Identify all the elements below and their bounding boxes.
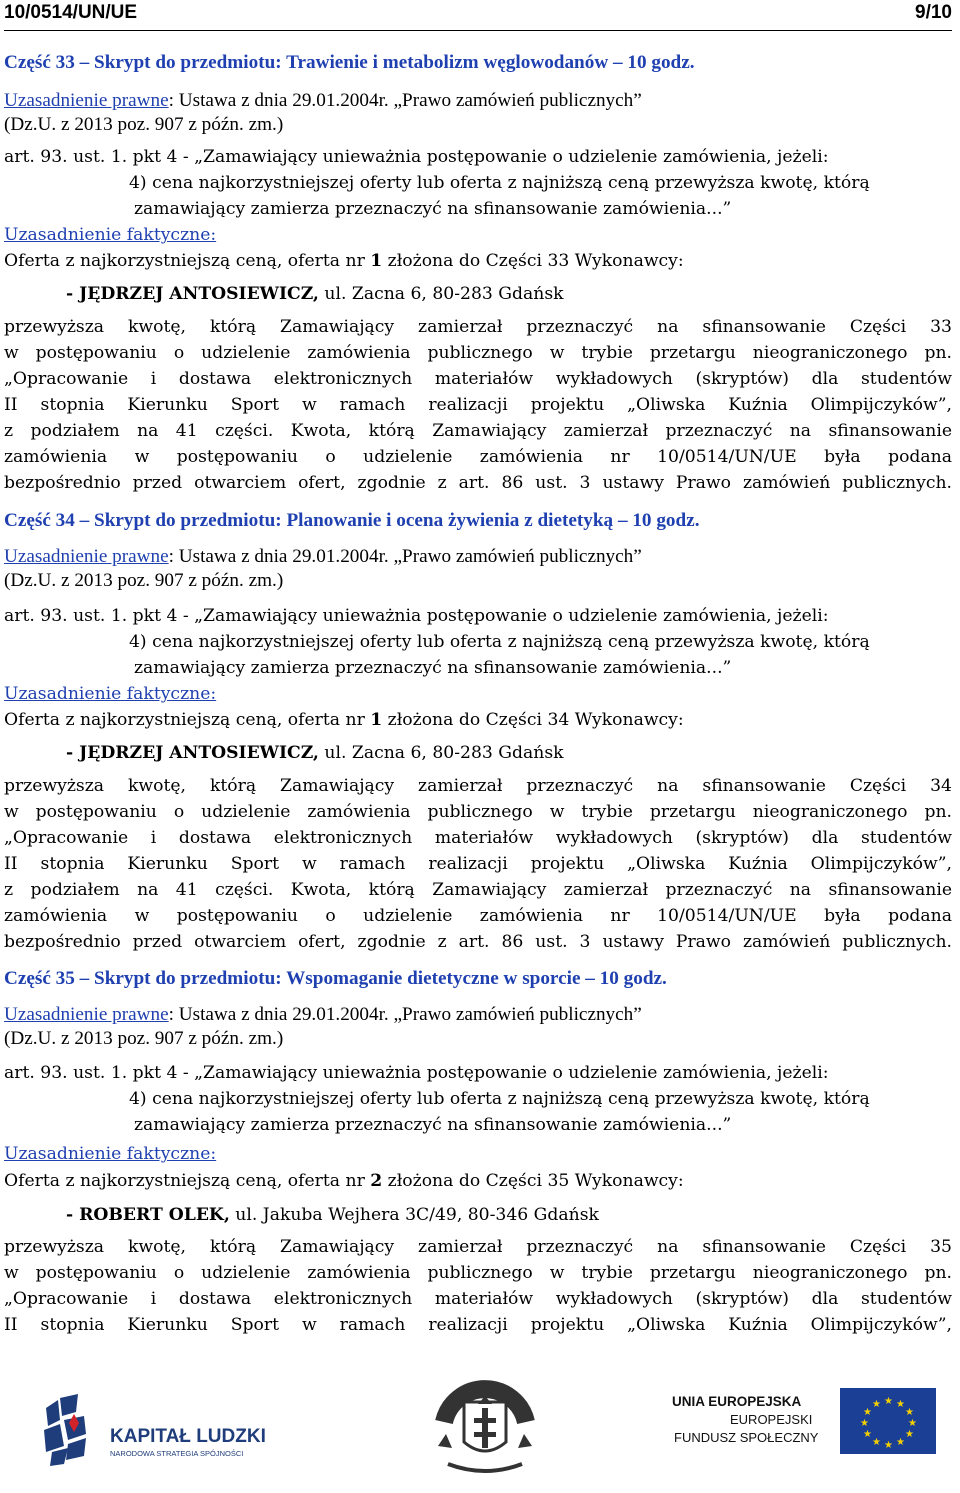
contractor-address: ul. Jakuba Wejhera 3C/49, 80-346 Gdańsk: [229, 1205, 599, 1225]
offer-line: [4, 709, 684, 732]
footer-logos: [0, 1360, 960, 1493]
svg-text:★: ★: [908, 1418, 917, 1429]
legal-basis: [4, 1003, 642, 1026]
kl-title: KAPITAŁ LUDZKI: [110, 1426, 266, 1447]
article-item-continued: zamawiający zamierza przeznaczyć na sfinansowanie zamówienia...”: [134, 199, 732, 219]
paragraph-line: II stopnia Kierunku Sport w ramach realizacji projektu „Oliwska Kuźnia Olimpijczyków”,: [4, 1315, 952, 1335]
contractor-address: ul. Zacna 6, 80-283 Gdańsk: [318, 743, 564, 763]
kl-subtitle: NARODOWA STRATEGIA SPÓJNOŚCI: [110, 1449, 244, 1458]
paragraph-line: zamówienia w postępowaniu o udzielenie zamówienia nr 10/0514/UN/UE była podana: [4, 906, 952, 926]
factual-basis-label: Uzasadnienie faktyczne:: [4, 225, 217, 245]
svg-text:★: ★: [863, 1429, 872, 1440]
legal-basis-citation: (Dz.U. z 2013 poz. 907 z późn. zm.): [4, 1028, 284, 1049]
svg-text:★: ★: [872, 1437, 881, 1448]
legal-basis-text: : Ustawa z dnia 29.01.2004r. „Prawo zamówień publicznych”: [168, 1004, 642, 1025]
offer-line: [4, 250, 684, 273]
eu-efs-logo: [672, 1372, 952, 1472]
eu-title: UNIA EUROPEJSKA: [672, 1394, 802, 1409]
awfis-seal-logo: [430, 1364, 540, 1484]
offer-number: 2: [370, 1171, 383, 1191]
paragraph-line: II stopnia Kierunku Sport w ramach realizacji projektu „Oliwska Kuźnia Olimpijczyków”,: [4, 854, 952, 874]
paragraph-line: II stopnia Kierunku Sport w ramach realizacji projektu „Oliwska Kuźnia Olimpijczyków”,: [4, 395, 952, 415]
article-item: 4) cena najkorzystniejszej oferty lub oferta z najniższą ceną przewyższa kwotę, którą: [129, 1089, 870, 1109]
svg-text:★: ★: [863, 1407, 872, 1418]
article-item: 4) cena najkorzystniejszej oferty lub oferta z najniższą ceną przewyższa kwotę, którą: [129, 632, 870, 652]
factual-basis-label: Uzasadnienie faktyczne:: [4, 1144, 217, 1164]
paragraph-line: „Opracowanie i dostawa elektronicznych materiałów wykładowych (skryptów) dla studentów: [4, 369, 952, 389]
paragraph-line: w postępowaniu o udzielenie zamówienia publicznego w trybie przetargu nieograniczonego pn.: [4, 802, 952, 822]
contractor: [66, 742, 564, 765]
offer-line: [4, 1170, 684, 1193]
contractor-dash: -: [66, 1205, 80, 1225]
contractor: [66, 1204, 599, 1227]
kapital-ludzki-emblem-icon: [44, 1394, 86, 1466]
contractor-name: JĘDRZEJ ANTOSIEWICZ,: [79, 743, 319, 763]
eu-line-3: FUNDUSZ SPOŁECZNY: [674, 1430, 819, 1445]
legal-basis-citation: (Dz.U. z 2013 poz. 907 z późn. zm.): [4, 114, 284, 135]
svg-text:★: ★: [896, 1437, 905, 1448]
offer-text: Oferta z najkorzystniejszą ceną, oferta nr: [4, 251, 371, 271]
paragraph-line: „Opracowanie i dostawa elektronicznych materiałów wykładowych (skryptów) dla studentów: [4, 1289, 952, 1309]
article-reference: art. 93. ust. 1. pkt 4 - „Zamawiający unieważnia postępowanie o udzielenie zamówienia, jeżeli:: [4, 1063, 829, 1083]
offer-text: Oferta z najkorzystniejszą ceną, oferta nr: [4, 1171, 371, 1191]
paragraph-line: przewyższa kwotę, którą Zamawiający zamierzał przeznaczyć na sfinansowanie Części 33: [4, 317, 952, 337]
offer-text-end: złożona do Części 35 Wykonawcy:: [382, 1171, 684, 1191]
article-item-continued: zamawiający zamierza przeznaczyć na sfinansowanie zamówienia...”: [134, 658, 732, 678]
svg-text:★: ★: [905, 1429, 914, 1440]
legal-basis: [4, 89, 642, 112]
paragraph-line: z podziałem na 41 części. Kwota, którą Zamawiający zamierzał przeznaczyć na sfinansowanie: [4, 421, 952, 441]
svg-text:★: ★: [884, 1396, 893, 1407]
eu-flag-icon: [840, 1388, 936, 1454]
paragraph-line: w postępowaniu o udzielenie zamówienia publicznego w trybie przetargu nieograniczonego pn.: [4, 343, 952, 363]
paragraph-line: przewyższa kwotę, którą Zamawiający zamierzał przeznaczyć na sfinansowanie Części 34: [4, 776, 952, 796]
legal-basis-label: Uzasadnienie prawne: [4, 90, 169, 111]
page-header: [4, 0, 952, 31]
document-number: 10/0514/UN/UE: [4, 2, 138, 23]
svg-text:★: ★: [884, 1440, 893, 1451]
paragraph-line: z podziałem na 41 części. Kwota, którą Zamawiający zamierzał przeznaczyć na sfinansowanie: [4, 880, 952, 900]
section-title: Część 35 – Skrypt do przedmiotu: Wspomaganie dietetyczne w sporcie – 10 godz.: [4, 968, 667, 989]
gdansk-coat-of-arms-icon: [464, 1396, 506, 1451]
section-title: Część 33 – Skrypt do przedmiotu: Trawienie i metabolizm węglowodanów – 10 godz.: [4, 52, 695, 73]
contractor-dash: -: [66, 743, 80, 763]
paragraph-line: przewyższa kwotę, którą Zamawiający zamierzał przeznaczyć na sfinansowanie Części 35: [4, 1237, 952, 1257]
svg-text:★: ★: [896, 1399, 905, 1410]
paragraph-line: zamówienia w postępowaniu o udzielenie zamówienia nr 10/0514/UN/UE była podana: [4, 447, 952, 467]
paragraph-line: bezpośrednio przed otwarciem ofert, zgodnie z art. 86 ust. 3 ustawy Prawo zamówień publicznych.: [4, 473, 952, 493]
article-reference: art. 93. ust. 1. pkt 4 - „Zamawiający unieważnia postępowanie o udzielenie zamówienia, jeżeli:: [4, 147, 829, 167]
offer-number: 1: [370, 710, 383, 730]
article-item-continued: zamawiający zamierza przeznaczyć na sfinansowanie zamówienia...”: [134, 1115, 732, 1135]
article-item: 4) cena najkorzystniejszej oferty lub oferta z najniższą ceną przewyższa kwotę, którą: [129, 173, 870, 193]
legal-basis-text: : Ustawa z dnia 29.01.2004r. „Prawo zamówień publicznych”: [168, 90, 642, 111]
legal-basis-text: : Ustawa z dnia 29.01.2004r. „Prawo zamówień publicznych”: [168, 546, 642, 567]
offer-text: Oferta z najkorzystniejszą ceną, oferta nr: [4, 710, 371, 730]
paragraph-line: w postępowaniu o udzielenie zamówienia publicznego w trybie przetargu nieograniczonego pn.: [4, 1263, 952, 1283]
article-reference: art. 93. ust. 1. pkt 4 - „Zamawiający unieważnia postępowanie o udzielenie zamówienia, jeżeli:: [4, 606, 829, 626]
contractor-name: JĘDRZEJ ANTOSIEWICZ,: [79, 284, 319, 304]
page-number: 9/10: [915, 2, 952, 23]
eu-line-2: EUROPEJSKI: [730, 1412, 813, 1427]
offer-text-end: złożona do Części 33 Wykonawcy:: [382, 251, 684, 271]
contractor-address: ul. Zacna 6, 80-283 Gdańsk: [318, 284, 564, 304]
offer-number: 1: [370, 251, 383, 271]
legal-basis-citation: (Dz.U. z 2013 poz. 907 z późn. zm.): [4, 570, 284, 591]
contractor-name: ROBERT OLEK,: [79, 1205, 230, 1225]
contractor: [66, 283, 564, 306]
contractor-dash: -: [66, 284, 80, 304]
svg-text:★: ★: [905, 1407, 914, 1418]
offer-text-end: złożona do Części 34 Wykonawcy:: [382, 710, 684, 730]
legal-basis-label: Uzasadnienie prawne: [4, 546, 169, 567]
paragraph-line: bezpośrednio przed otwarciem ofert, zgodnie z art. 86 ust. 3 ustawy Prawo zamówień publicznych.: [4, 932, 952, 952]
factual-basis-label: Uzasadnienie faktyczne:: [4, 684, 217, 704]
section-title: Część 34 – Skrypt do przedmiotu: Planowanie i ocena żywienia z dietetyką – 10 godz.: [4, 510, 700, 531]
legal-basis: [4, 545, 642, 568]
kapital-ludzki-logo: [38, 1390, 298, 1470]
svg-text:★: ★: [860, 1418, 869, 1429]
paragraph-line: „Opracowanie i dostawa elektronicznych materiałów wykładowych (skryptów) dla studentów: [4, 828, 952, 848]
svg-text:★: ★: [872, 1399, 881, 1410]
legal-basis-label: Uzasadnienie prawne: [4, 1004, 169, 1025]
